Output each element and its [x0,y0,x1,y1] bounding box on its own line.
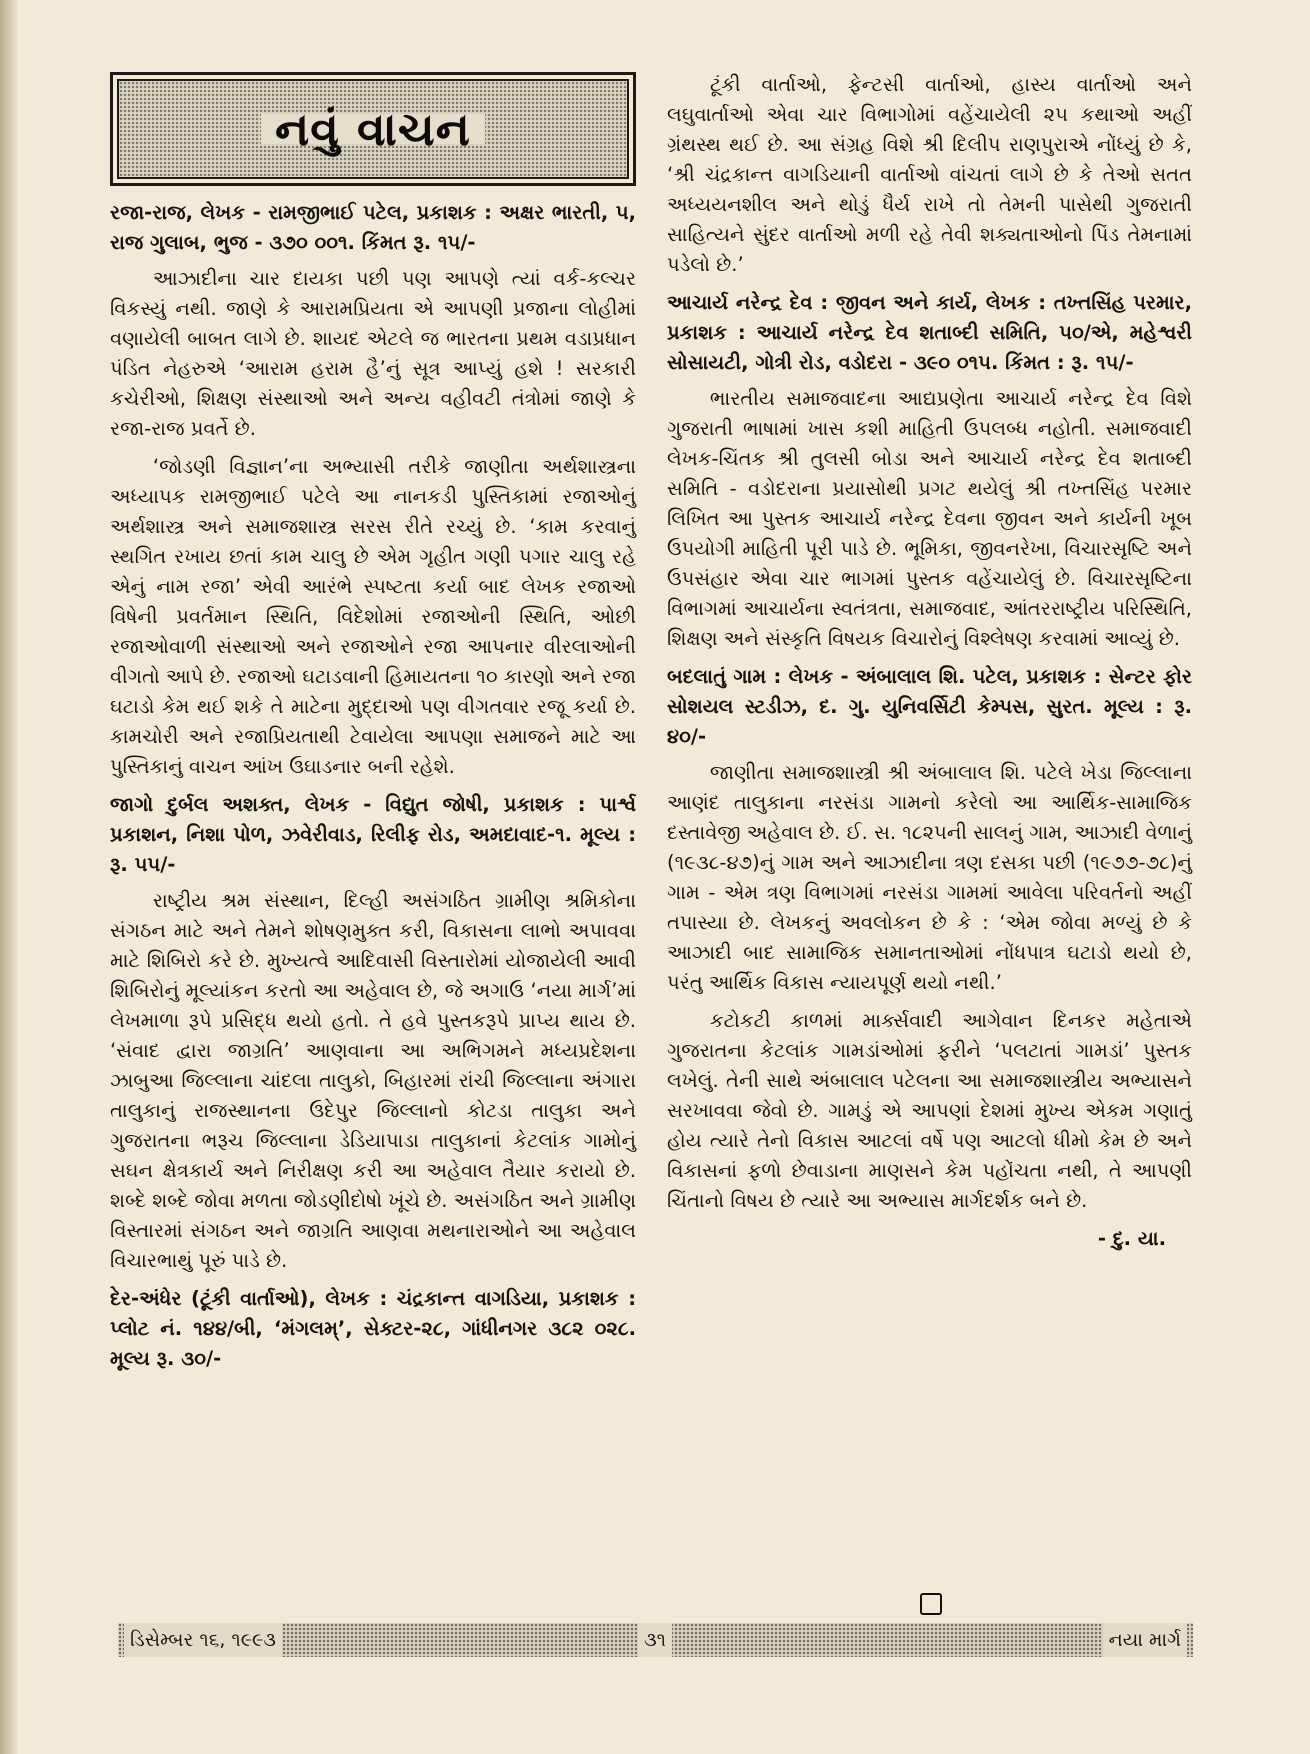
review-paragraph: ભારતીય સમાજવાદના આદ્યપ્રણેતા આચાર્ય નરેન્દ્ર દેવ વિશે ગુજરાતી ભાષામાં ખાસ કશી માહિતી ઉપલબ્ધ નહોતી. સમાજવાદી લેખક-ચિંતક શ્રી તુલસી બોડા અને આચાર્ય નરેન્દ્ર દેવ શતાબ્દી સમિતિ - વડોદરાના પ્રયાસોથી પ્રગટ થયેલું શ્રી તખ્તસિંહ પરમાર લિખિત આ પુસ્તક આચાર્ય નરેન્દ્ર દેવના જીવન અને કાર્યની ખૂબ ઉપયોગી માહિતી પૂરી પાડે છે. ભૂમિકા, જીવનરેખા, વિચારસૃષ્ટિ અને ઉપસંહાર એવા ચાર ભાગમાં પુસ્તક વહેંચાયેલું છે. વિચારસૃષ્ટિના વિભાગમાં આચાર્યના સ્વતંત્રતા, સમાજવાદ, આંતરરાષ્ટ્રીય પરિસ્થિતિ, શિક્ષણ અને સંસ્કૃતિ વિષયક વિચારોનું વિશ્લેષણ કરવામાં આવ્યું છે. [667,387,1192,650]
review-paragraph: જાણીતા સમાજશાસ્ત્રી શ્રી અંબાલાલ શિ. પટેલે ખેડા જિલ્લાના આણંદ તાલુકાના નરસંડા ગામનો કરેલો આ આર્થિક-સામાજિક દસ્તાવેજી અહેવાલ છે. ઈ. સ. ૧૮૨૫ની સાલનું ગામ, આઝાદી વેળાનું (૧૯૩૮-૪૭)નું ગામ અને આઝાદીના ત્રણ દસકા પછી (૧૯૭૭-૭૮)નું ગામ - એમ ત્રણ વિભાગમાં નરસંડા ગામમાં આવેલા પરિવર્તનો અહીં તપાસ્યા છે. લેખકનું અવલોકન છે કે : ‘એમ જોવા મળ્યું છે કે આઝાદી બાદ સામાજિક સમાનતાઓમાં નોંધપાત્ર ઘટાડો થયો છે, પરંતુ આર્થિક વિકાસ ન્યાયપૂર્ણ થયો નથી.’ [667,761,1192,994]
review-reference: આચાર્ય નરેન્દ્ર દેવ : જીવન અને કાર્ય, લેખક : તખ્તસિંહ પરમાર, પ્રકાશક : આચાર્ય નરેન્દ્ર દેવ શતાબ્દી સમિતિ, ૫૦/એ, મહેશ્વરી સોસાયટી, ગોત્રી રોડ, વડોદરા - ૩૯૦ ૦૧૫. કિંમત : રૂ. ૧૫/- [667,291,1192,374]
right-column [667,70,1192,1254]
issue-date: ડિસેમ્બર ૧૬, ૧૯૯૩ [124,1623,282,1657]
page-number: ૩૧ [638,1623,672,1657]
review-paragraph: કટોકટી કાળમાં માર્ક્સવાદી આગેવાન દિનકર મહેતાએ ગુજરાતના કેટલાંક ગામડાંઓમાં ફરીને ‘પલટાતાં ગામડાં’ પુસ્તક લખેલું. તેની સાથે અંબાલાલ પટેલના આ સમાજશાસ્ત્રીય અભ્યાસને સરખાવવા જેવો છે. ગામડું એ આપણાં દેશમાં મુખ્ય એકમ ગણાતું હોય ત્યારે તેનો વિકાસ આટલાં વર્ષે પણ આટલો ધીમો કેમ છે અને વિકાસનાં ફળો છેવાડાના માણસને કેમ પહોંચતા નથી, તે આપણી ચિંતાનો વિષય છે ત્યારે આ અભ્યાસ માર્ગદર્શક બને છે. [667,1009,1192,1212]
page-edge [0,0,18,1754]
review-reference: રજા-રાજ, લેખક - રામજીભાઈ પટેલ, પ્રકાશક : અક્ષર ભારતી, ૫, રાજ ગુલાબ, ભુજ - ૩૭૦ ૦૦૧. કિંમત રૂ. ૧૫/- [110,201,636,254]
author-initials: - દુ. યા. [1097,1227,1166,1250]
section-masthead [110,72,636,186]
review-paragraph: આઝાદીના ચાર દાયકા પછી પણ આપણે ત્યાં વર્ક-કલ્ચર વિકસ્યું નથી. જાણે કે આરામપ્રિયતા એ આપણી પ્રજાના લોહીમાં વણાયેલી બાબત લાગે છે. શાયદ એટલે જ ભારતના પ્રથમ વડાપ્રધાન પંડિત નેહરુએ ‘આરામ હરામ હૈ’નું સૂત્ર આપ્યું હશે ! સરકારી કચેરીઓ, શિક્ષણ સંસ્થાઓ અને અન્ય વહીવટી તંત્રોમાં જાણે કે રજા-રાજ પ્રવર્તે છે. [110,267,636,440]
magazine-name: નયા માર્ગ [1103,1623,1187,1657]
review-reference: જાગો દુર્બલ અશક્ત, લેખક - વિદ્યુત જોષી, પ્રકાશક : પાર્શ્વ પ્રકાશન, નિશા પોળ, ઝવેરીવાડ, રિલીફ રોડ, અમદાવાદ-૧. મૂલ્ય : રૂ. ૫૫/- [110,793,636,876]
review-paragraph: ટૂંકી વાર્તાઓ, ફેન્ટસી વાર્તાઓ, હાસ્ય વાર્તાઓ અને લઘુવાર્તાઓ એવા ચાર વિભાગોમાં વહેંચાયેલી ૨૫ કથાઓ અહીં ગ્રંથસ્થ થઈ છે. આ સંગ્રહ વિશે શ્રી દિલીપ રાણપુરાએ નોંધ્યું છે કે, ‘શ્રી ચંદ્રકાન્ત વાગડિયાની વાર્તાઓ વાંચતાં લાગે છે કે તેઓ સતત અધ્યયનશીલ અને થોડું ધૈર્ય રાખે તો તેમની પાસેથી ગુજરાતી સાહિત્યને સુંદર વાર્તાઓ મળી રહે તેવી શક્યતાઓનો પિંડ તેમનામાં પડેલો છે.’ [667,73,1192,276]
review-paragraph: રાષ્ટ્રીય શ્રમ સંસ્થાન, દિલ્હી અસંગઠિત ગ્રામીણ શ્રમિકોના સંગઠન માટે અને તેમને શોષણમુક્ત કરી, વિકાસના લાભો અપાવવા માટે શિબિરો કરે છે. મુખ્યત્વે આદિવાસી વિસ્તારોમાં યોજાયેલી આવી શિબિરોનું મૂલ્યાંકન કરતો આ અહેવાલ છે, જે અગાઉ ‘નયા માર્ગ’માં લેખમાળા રૂપે પ્રસિદ્ધ થયો હતો. તે હવે પુસ્તકરૂપે પ્રાપ્ય થાય છે. ‘સંવાદ દ્વારા જાગ્રતિ’ આણવાના આ અભિગમને મધ્યપ્રદેશના ઝાબુઆ જિલ્લાના ચાંદલા તાલુકો, બિહારમાં રાંચી જિલ્લાના અંગારા તાલુકાનું રાજસ્થાનના ઉદેપુર જિલ્લાનો કોટડા તાલુકા અને ગુજરાતના ભરૂચ જિલ્લાના ડેડિયાપાડા તાલુકાનાં કેટલાંક ગામોનું સઘન ક્ષેત્રકાર્ય અને નિરીક્ષણ કરી આ અહેવાલ તૈયાર કરાયો છે. શબ્દે શબ્દે જોવા મળતા જોડણીદોષો ખૂંચે છે. અસંગઠિત અને ગ્રામીણ વિસ્તારમાં સંગઠન અને જાગ્રતિ આણવા મથનારાઓને આ અહેવાલ વિચારભાથું પૂરું પાડે છે. [110,889,636,1272]
review-reference: બદલાતું ગામ : લેખક - અંબાલાલ શિ. પટેલ, પ્રકાશક : સેન્ટર ફોર સોશયલ સ્ટડીઝ, દ. ગુ. યુનિવર્સિટી કેમ્પસ, સુરત. મૂલ્ય : રૂ. ૪૦/- [667,665,1192,748]
review-reference: દેર-અંધેર (ટૂંકી વાર્તાઓ), લેખક : ચંદ્રકાન્ત વાગડિયા, પ્રકાશક : પ્લોટ નં. ૧૪૪/બી, ‘મંગલમ્’, સેક્ટર-૨૮, ગાંધીનગર ૩૮૨ ૦૨૮. મૂલ્ય રૂ. ૩૦/- [110,1287,636,1370]
page-footer [118,1623,1193,1657]
end-mark-icon [920,1593,942,1615]
review-paragraph: ‘જોડણી વિજ્ઞાન’ના અભ્યાસી તરીકે જાણીતા અર્થશાસ્ત્રના અધ્યાપક રામજીભાઈ પટેલે આ નાનકડી પુસ્તિકામાં રજાઓનું અર્થશાસ્ત્ર અને સમાજશાસ્ત્ર સરસ રીતે રચ્યું છે. ‘કામ કરવાનું સ્થગિત રખાય છતાં કામ ચાલુ છે એમ ગૃહીત ગણી પગાર ચાલુ રહે એનું નામ રજા’ એવી આરંભે સ્પષ્ટતા કર્યા બાદ લેખક રજાઓ વિષેની પ્રવર્તમાન સ્થિતિ, વિદેશોમાં રજાઓની સ્થિતિ, ઓછી રજાઓવાળી સંસ્થાઓ અને રજાઓને રજા આપનાર વીરલાઓની વીગતો આપે છે. રજાઓ ઘટાડવાની હિમાયતના ૧૦ કારણો અને રજા ઘટાડો કેમ થઈ શકે તે માટેના મુદ્દાઓ પણ વીગતવાર રજૂ કર્યા છે. કામચોરી અને રજાપ્રિયતાથી ટેવાયેલા આપણા સમાજને માટે આ પુસ્તિકાનું વાચન આંખ ઉઘાડનાર બની રહેશે. [110,455,636,778]
left-column [110,72,636,1380]
section-title: નવું વાચન [261,114,485,144]
